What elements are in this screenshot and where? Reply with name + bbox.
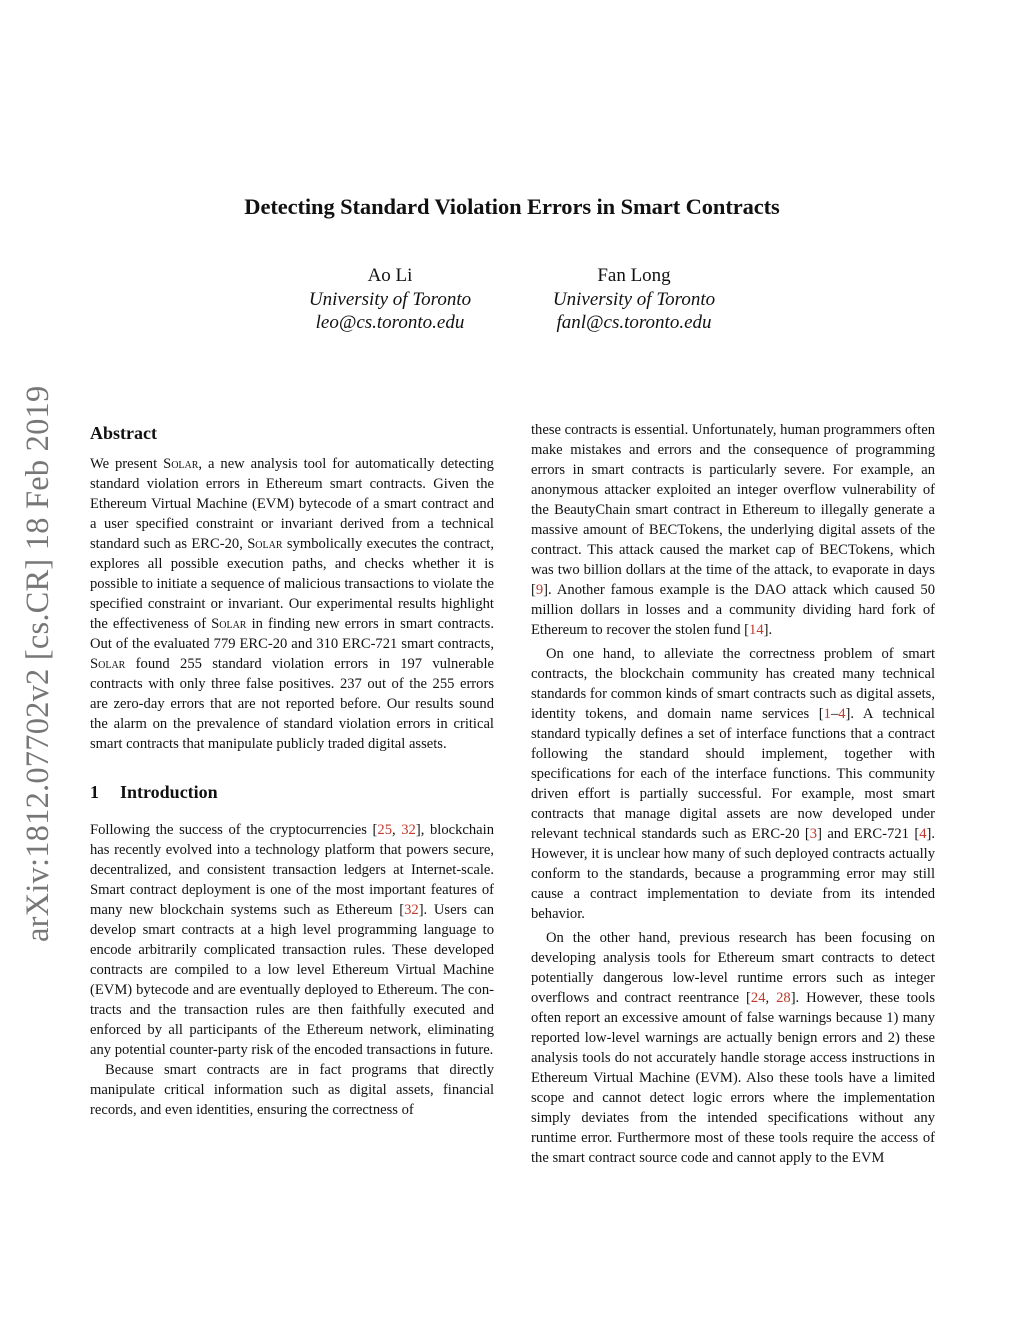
tool-name: Solar	[211, 616, 247, 632]
author-email: leo@cs.toronto.edu	[315, 312, 465, 333]
citation-link[interactable]: 3	[809, 826, 818, 842]
tool-name: Solar	[163, 456, 199, 472]
paper-title: Detecting Standard Violation Errors in Smart Contracts	[244, 194, 780, 219]
arxiv-stamp: arXiv:1812.07702v2 [cs.CR] 18 Feb 2019	[20, 385, 56, 942]
citation-link[interactable]: 32	[404, 902, 419, 918]
tool-name: Solar	[90, 656, 126, 672]
intro-paragraph-5: On the other hand, previous research has been focusing on developing analysis tools for Ethereum smart contracts to detect potentially dangerous low-level runtime errors such as integer overflows and contract reentrance [24, 28]. However, these tools often report an excessive amount of false warnings because 1) many reported low-level warnings are actually benign errors and 2) these analysis tools do not accurately handle storage access instructions in Ethereum Virtual Machine (EVM). Also these tools have a limited scope and cannot detect logic errors where the implementation simply deviates from the intended specifications without any runtime error. Furthermore most of these tools require the access of the smart contract source code and cannot apply to the EVM	[531, 930, 935, 1166]
intro-paragraph-2: Because smart contracts are in fact programs that directly manipulate critical information such as digital assets, financial records, and even identities, ensuring the correctness of	[90, 1062, 494, 1118]
introduction-heading	[90, 780, 494, 804]
author-affiliation: University of Toronto	[552, 288, 716, 310]
author-affiliation: University of Toronto	[308, 288, 472, 310]
citation-link[interactable]: 4	[838, 706, 846, 722]
left-column	[90, 420, 494, 1120]
author-name: Fan Long	[597, 265, 671, 286]
citation-link[interactable]: 32	[401, 822, 416, 838]
citation-link[interactable]: 25	[377, 822, 392, 838]
intro-paragraph-4: On one hand, to alleviate the correctness problem of smart contracts, the blockchain community has created many technical standards for common kinds of smart contracts such as digital assets, identity tokens, and domain name services [1–4]. A technical standard typically defines a set of interface functions that a contract following the standard should implement, together with specifications for each of the interface functions. This community driven effort is partially successful. For example, most smart contracts that manage digital assets are now developed under relevant technical standards such as ERC-20 [3] and ERC-721 [4]. However, it is unclear how many of such deployed contracts actually conform to the standards, because a programming error may still cause a contract implementation to deviate from its intended behavior.	[531, 646, 935, 922]
citation-link[interactable]: 28	[776, 990, 791, 1006]
citation-link[interactable]: 9	[535, 582, 544, 598]
tool-name: Solar	[247, 536, 283, 552]
author-email: fanl@cs.toronto.edu	[556, 312, 712, 333]
author-block-1	[270, 264, 510, 335]
citation-link[interactable]: 14	[749, 622, 764, 638]
intro-paragraph-3: these contracts is essential. Unfortunately, human programmers often make mistakes and errors and the consequence of programming errors in smart contracts is particularly severe. For example, an anonymous attacker exploited an integer overflow vulnerability of the BeautyChain smart contract in Ethereum to illegally generate a massive amount of BECTokens, the underlying digital assets of the contract. This attack caused the market cap of BECTokens, which was two billion dollars at the time of the attack, to evaporate in days [9]. Another famous example is the DAO attack which caused 50 million dollars in losses and a community dividing hard fork of Ethereum to recover the stolen fund [14].	[531, 422, 935, 638]
citation-link[interactable]: 1	[823, 706, 831, 722]
right-column	[531, 420, 935, 1168]
citation-link[interactable]: 4	[919, 826, 927, 842]
section-number: 1	[90, 782, 99, 802]
abstract-heading: Abstract	[90, 423, 157, 443]
section-title: Introduction	[120, 782, 218, 802]
citation-link[interactable]: 24	[750, 990, 766, 1006]
author-name: Ao Li	[367, 265, 413, 286]
intro-paragraph-1: Following the success of the cryptocurrencies [25, 32], blockchain has recently evolved into a technology platform that powers secure, decentralized, and consistent transaction ledgers at Internet-scale. Smart contract deployment is one of the most important features of many new blockchain systems such as Ethereum [32]. Users can develop smart contracts at a high level programming language to encode arbitrarily complicated transaction rules. These developed contracts are compiled to a low level Ethereum Virtual Machine (EVM) bytecode and are eventually deployed to Ethereum. The contracts and the transaction rules are then faithfully executed and enforced by all participants of the Ethereum network, eliminating any potential counter-party risk of the encoded transactions in future.	[90, 822, 495, 1058]
author-block-2	[514, 264, 754, 335]
abstract-text: We present Solar, a new analysis tool for automatically detecting standard violation errors in Ethereum smart contracts. Given the Ethereum Virtual Machine (EVM) bytecode of a smart contract and a user specified constraint or invariant derived from a technical standard such as ERC-20, Solar symbolically executes the contract, explores all possible execution paths, and checks whether it is possible to initiate a sequence of malicious transactions to violate the specified constraint or invariant. Our experimental results highlight the effectiveness of Solar in finding new errors in smart contracts. Out of the evaluated 779 ERC-20 and 310 ERC-721 smart contracts, Solar found 255 standard violation errors in 197 vulnerable contracts with only three false positives. 237 out of the 255 errors are zero-day errors that are not reported before. Our results sound the alarm on the prevalence of standard violation errors in critical smart contracts that manipulate publicly traded digital assets.	[90, 456, 494, 752]
